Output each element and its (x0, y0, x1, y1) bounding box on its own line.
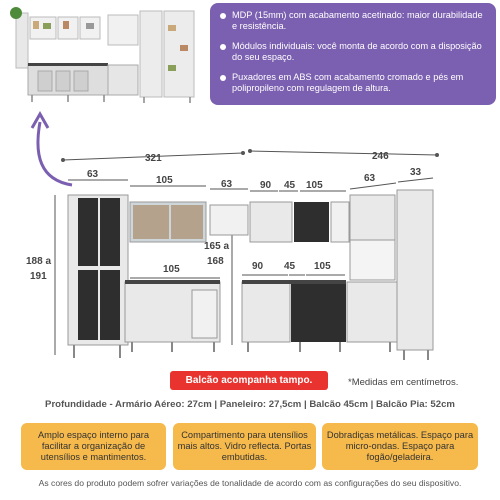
feature-item: Módulos individuais: você monta de acordo com a disposição do seu espaço. (232, 41, 488, 63)
features-box (210, 3, 496, 105)
product-photo (8, 5, 202, 105)
dim-label: 90 (260, 180, 272, 191)
dim-label: 105 (156, 175, 173, 186)
dim-label: 33 (410, 167, 422, 178)
kitchen-drawing (0, 140, 500, 368)
features-list (210, 3, 496, 94)
feature-card (21, 423, 166, 470)
dim-label: 105 (314, 261, 331, 272)
feature-card (322, 423, 478, 470)
feature-item: Puxadores em ABS com acabamento cromado e pés em polipropileno com regulagem de altura. (232, 72, 488, 94)
dim-label: 63 (364, 173, 376, 184)
depth-info: Profundidade - Armário Aéreo: 27cm | Paneleiro: 27,5cm | Balcão 45cm | Balcão Pia: 52cm (45, 399, 455, 410)
dim-label: 105 (163, 264, 180, 275)
measurement-note: *Medidas em centímetros. (348, 377, 459, 388)
feature-card (173, 423, 316, 470)
dim-label: 63 (87, 169, 99, 180)
dim-label: 45 (284, 180, 296, 191)
feature-item: MDP (15mm) com acabamento acetinado: maior durabilidade e resistência. (232, 10, 488, 32)
feature-card-text: Amplo espaço interno para facilitar a organização de utensílios e mantimentos. (37, 430, 150, 462)
dim-label: 105 (306, 180, 323, 191)
dim-label: 191 (30, 271, 47, 282)
dim-label: 45 (284, 261, 296, 272)
dim-label: 321 (145, 153, 162, 164)
countertop-badge: Balcão acompanha tampo. (170, 371, 328, 390)
feature-card-text: Dobradiças metálicas. Espaço para micro-ondas. Espaço para fogão/geladeira. (326, 430, 474, 462)
feature-card-text: Compartimento para utensílios mais altos. Vidro reflecta. Portas embutidas. (177, 430, 312, 462)
dim-label: 90 (252, 261, 264, 272)
dim-label: 165 a (204, 241, 230, 252)
dim-label: 168 (207, 256, 224, 267)
dim-label: 188 a (26, 256, 52, 267)
color-disclaimer: As cores do produto podem sofrer variações de tonalidade de acordo com as configurações do seu dispositivo. (38, 478, 462, 488)
dim-label: 246 (372, 151, 389, 162)
dim-label: 63 (221, 179, 233, 190)
